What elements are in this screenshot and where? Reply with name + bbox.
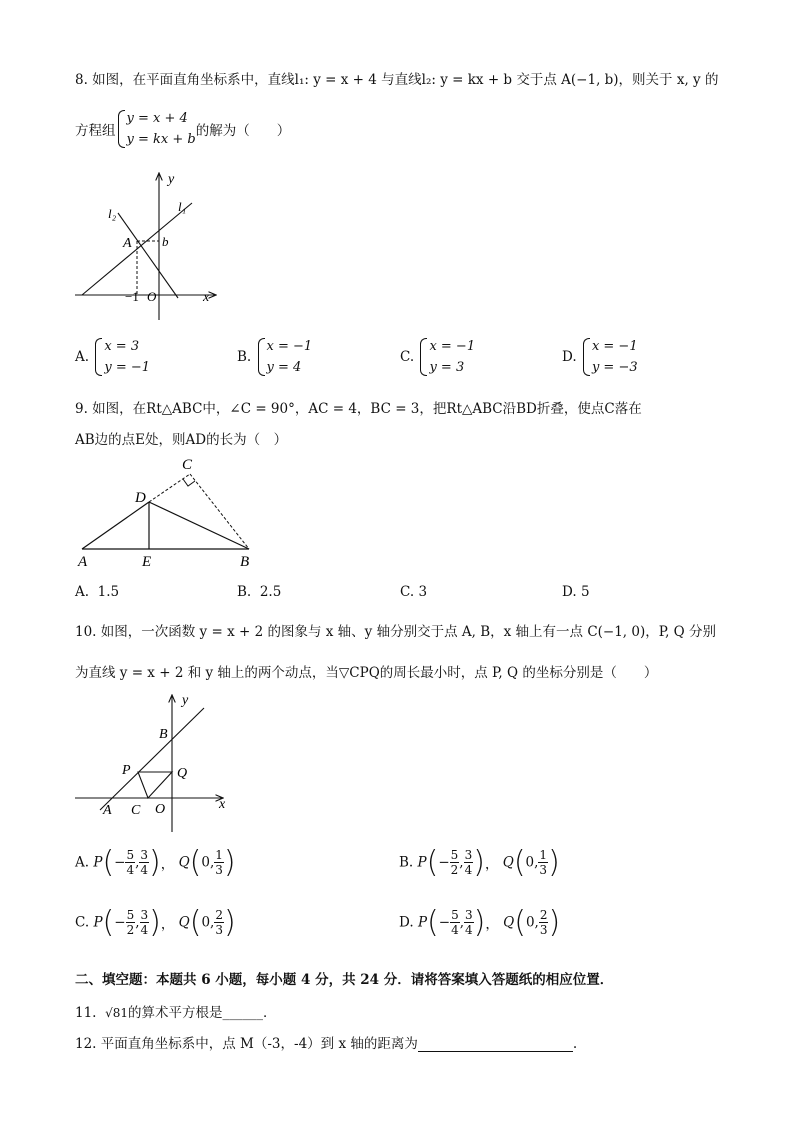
q11-line xyxy=(75,1001,277,1021)
option-row2: y = −1 xyxy=(104,360,151,375)
q8-l1-label: l₁ xyxy=(178,199,187,214)
q9-segment-AD xyxy=(82,502,149,549)
q9-label-B: B xyxy=(240,554,250,570)
option-point-P: P(− $\frac{5}{2}$ , $\frac{3}{4}$ ) xyxy=(417,845,485,880)
q10-label-Q: Q xyxy=(177,766,188,781)
option-system xyxy=(581,336,638,378)
q9-stem-line2: AB边的点E处，则AD的长为（ ） xyxy=(75,432,288,448)
option-letter: A. xyxy=(75,854,90,871)
q12-text: 12. 平面直角坐标系中，点 M（-3，-4）到 x 轴的距离为 xyxy=(75,1036,418,1052)
q8-stem-line1: 8. 如图，在平面直角坐标系中，直线l₁: y = x + 4 与直线l₂: y = kx + b 交于点 A(−1, b)，则关于 x, y 的 xyxy=(75,72,719,88)
option-letter: D. xyxy=(562,349,577,365)
q8-system-row1: y = x + 4 xyxy=(126,111,188,126)
q9-right-angle-mark xyxy=(183,479,195,486)
q8-origin-label: O xyxy=(147,289,157,304)
q12-answer-blank[interactable] xyxy=(418,1037,573,1052)
point-label: P xyxy=(417,854,427,871)
option-row2: y = 4 xyxy=(266,360,302,375)
q9-stem-line1: 9. 如图，在Rt△ABC中，∠C = 90°，AC = 4，BC = 3，把Rt△ABC沿BD折叠，使点C落在 xyxy=(75,401,642,417)
numerator: 3 xyxy=(464,848,473,862)
q8-stem-line2 xyxy=(75,108,290,150)
numerator: 3 xyxy=(465,908,473,922)
numerator: 2 xyxy=(539,908,548,922)
option-letter: B. xyxy=(399,854,414,871)
numerator: 5 xyxy=(126,908,135,922)
q10-line-y-eq-x-plus-2 xyxy=(100,708,204,810)
q8-point-A-label: A xyxy=(123,236,132,251)
q-x: 0 xyxy=(525,854,535,871)
q-x: 0 xyxy=(201,914,211,931)
q8-axis-x-label: x xyxy=(203,290,210,305)
denominator: 4 xyxy=(465,923,473,937)
option-row2: y = 3 xyxy=(429,360,465,375)
option-row2: y = −3 xyxy=(591,360,638,375)
q8-axis-y-label: y xyxy=(168,172,175,187)
q11-number: 11. xyxy=(75,1005,97,1021)
numerator: 3 xyxy=(140,908,149,922)
fraction xyxy=(140,908,150,937)
numerator: 5 xyxy=(451,908,459,922)
option-point-Q: Q(0, $\frac{1}{3}$ ) xyxy=(178,845,236,880)
option-point-P: P(− $\frac{5}{4}$ , $\frac{3}{4}$ ) xyxy=(93,845,161,880)
q9-dashed-DC xyxy=(149,474,190,502)
option-letter: C. xyxy=(75,914,90,931)
option-letter: B. xyxy=(237,349,252,365)
q9-option-b[interactable] xyxy=(237,584,281,600)
option-letter: A. xyxy=(75,584,90,600)
q10-triangle-CPQ xyxy=(138,772,172,798)
option-letter: D. xyxy=(399,914,414,931)
point-label: Q xyxy=(178,854,190,871)
option-text: 2.5 xyxy=(259,584,282,600)
denominator: 2 xyxy=(450,863,459,877)
option-point-P: P(− $\frac{5}{4}$ , $\frac{3}{4}$ ) xyxy=(417,905,486,940)
fraction xyxy=(538,848,548,877)
q10-figure xyxy=(70,690,240,835)
option-letter: B. xyxy=(237,584,252,600)
q12-end: . xyxy=(572,1036,578,1052)
denominator: 4 xyxy=(464,863,473,877)
numerator: 1 xyxy=(539,848,548,862)
q9-option-c[interactable] xyxy=(400,584,427,600)
denominator: 4 xyxy=(140,923,149,937)
fraction xyxy=(450,848,460,877)
q8-stem-suffix: 的解为（ ） xyxy=(195,123,291,139)
q8-stem-prefix: 方程组 xyxy=(75,123,116,139)
option-row1: x = −1 xyxy=(591,339,638,354)
fraction xyxy=(464,908,474,937)
fraction xyxy=(125,848,135,877)
q10-option-b[interactable]: B. P(− $\frac{5}{2}$ , $\frac{3}{4}$ )， Q(0, $\frac{1}{3}$ ) xyxy=(399,845,560,880)
option-system xyxy=(418,336,475,378)
q8-option-a[interactable] xyxy=(75,336,150,378)
q12-line xyxy=(75,1032,577,1052)
numerator: 2 xyxy=(215,908,223,922)
section2-heading: 二、填空题：本题共 6 小题，每小题 4 分，共 24 分．请将答案填入答题纸的相应位置． xyxy=(75,972,614,988)
denominator: 4 xyxy=(451,923,459,937)
point-label: Q xyxy=(178,914,190,931)
q9-label-E: E xyxy=(142,554,152,570)
q9-label-A: A xyxy=(78,554,88,570)
q10-axis-y-label: y xyxy=(182,693,189,708)
option-text: 5 xyxy=(580,584,590,600)
denominator: 4 xyxy=(140,863,149,877)
point-label: Q xyxy=(503,914,515,931)
option-letter: A. xyxy=(75,349,90,365)
denominator: 4 xyxy=(126,863,135,877)
q10-label-P: P xyxy=(122,763,131,778)
option-point-P: P(− $\frac{5}{2}$ , $\frac{3}{4}$ ) xyxy=(93,905,161,940)
q10-label-B: B xyxy=(159,727,168,742)
q8-line-l2 xyxy=(118,213,178,298)
point-label: Q xyxy=(502,854,514,871)
fraction xyxy=(464,848,474,877)
option-row1: x = −1 xyxy=(429,339,476,354)
q8-equation-system xyxy=(116,108,196,150)
fraction xyxy=(139,848,149,877)
point-label: P xyxy=(93,914,103,931)
numerator: 1 xyxy=(215,848,223,862)
option-row1: x = 3 xyxy=(104,339,140,354)
q10-axis-x-label: x xyxy=(219,797,226,812)
q9-fold-BD xyxy=(149,502,249,549)
numerator: 5 xyxy=(450,848,459,862)
option-system xyxy=(256,336,313,378)
q11-radical: √81 xyxy=(105,1006,128,1020)
fraction xyxy=(450,908,460,937)
option-letter: C. xyxy=(400,584,415,600)
q9-option-d[interactable] xyxy=(562,584,590,600)
denominator: 3 xyxy=(215,863,223,877)
q8-system-row2: y = kx + b xyxy=(126,132,196,147)
option-text: 1.5 xyxy=(97,584,120,600)
q10-option-a[interactable]: A. P(− $\frac{5}{4}$ , $\frac{3}{4}$ )， Q(0, $\frac{1}{3}$ ) xyxy=(75,845,236,880)
q-x: 0 xyxy=(525,914,535,931)
denominator: 2 xyxy=(126,923,135,937)
numerator: 5 xyxy=(126,848,135,862)
q10-option-c[interactable]: C. P(− $\frac{5}{2}$ , $\frac{3}{4}$ )， Q(0, $\frac{2}{3}$ ) xyxy=(75,905,236,940)
q8-tick-neg1: −1 xyxy=(125,289,139,304)
q9-label-D: D xyxy=(135,490,146,506)
q8-b-label: b xyxy=(162,234,169,249)
fraction xyxy=(214,908,224,937)
fraction xyxy=(126,908,136,937)
option-point-Q: Q(0, $\frac{2}{3}$ ) xyxy=(503,905,561,940)
q10-stem-line2: 为直线 y = x + 2 和 y 轴上的两个动点，当▽CPQ的周长最小时，点 P, Q 的坐标分别是（ ） xyxy=(75,665,658,681)
denominator: 3 xyxy=(215,923,223,937)
q10-stem-line1: 10. 如图，一次函数 y = x + 2 的图象与 x 轴、y 轴分别交于点 A, B，x 轴上有一点 C(−1, 0)，P, Q 分别 xyxy=(75,624,717,640)
q8-option-d[interactable] xyxy=(562,336,638,378)
option-row1: x = −1 xyxy=(266,339,313,354)
q9-label-C: C xyxy=(182,457,193,473)
option-text: 3 xyxy=(418,584,428,600)
denominator: 3 xyxy=(539,923,548,937)
point-label: P xyxy=(93,854,103,871)
numerator: 3 xyxy=(140,848,149,862)
option-letter: D. xyxy=(562,584,577,600)
q8-option-c[interactable] xyxy=(400,336,475,378)
q8-l2-label: l₂ xyxy=(108,206,117,221)
q10-option-d[interactable]: D. P(− $\frac{5}{4}$ , $\frac{3}{4}$ )， Q(0, $\frac{2}{3}$ ) xyxy=(399,905,561,940)
q10-label-C: C xyxy=(131,803,141,818)
q-x: 0 xyxy=(201,854,210,871)
q9-option-a[interactable] xyxy=(75,584,119,600)
option-point-Q: Q(0, $\frac{2}{3}$ ) xyxy=(178,905,236,940)
point-label: P xyxy=(417,914,428,931)
q11-text: 的算术平方根是______． xyxy=(128,1005,277,1021)
q9-figure xyxy=(72,452,272,574)
denominator: 3 xyxy=(539,863,548,877)
option-letter: C. xyxy=(400,349,415,365)
q10-label-O: O xyxy=(155,802,166,817)
fraction xyxy=(214,848,224,877)
q8-option-b[interactable] xyxy=(237,336,312,378)
q9-dashed-CB xyxy=(190,474,249,549)
q8-figure xyxy=(70,168,230,323)
q10-label-A: A xyxy=(103,803,112,818)
option-point-Q: Q(0, $\frac{1}{3}$ ) xyxy=(502,845,560,880)
option-system xyxy=(93,336,150,378)
